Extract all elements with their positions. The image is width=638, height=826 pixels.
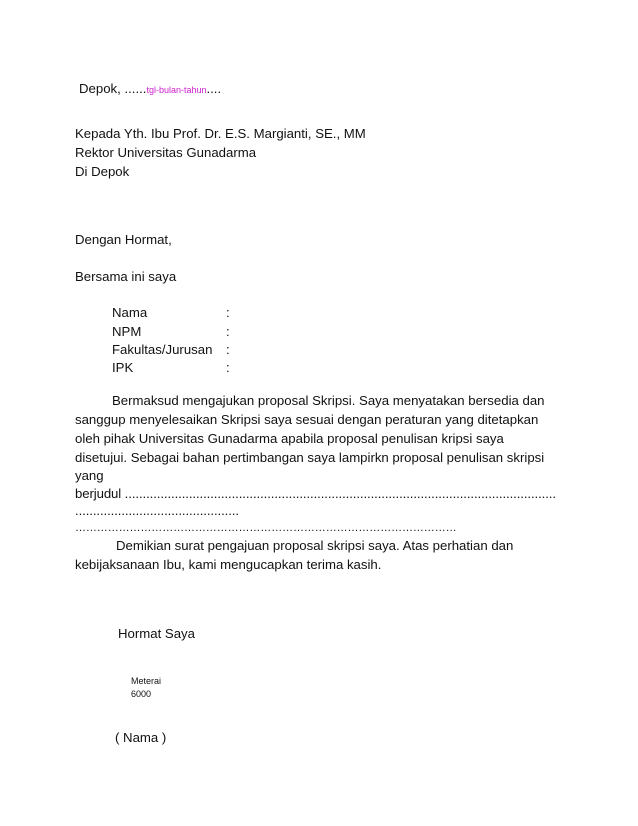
body-line-5: yang: [75, 468, 104, 483]
recipient-name: Kepada Yth. Ibu Prof. Dr. E.S. Margianti, SE., MM: [75, 126, 366, 141]
body-line-2: sanggup menyelesaikan Skripsi saya sesuai dengan peraturan yang ditetapkan: [75, 412, 539, 427]
field-label: NPM: [112, 324, 142, 339]
body-line-6: berjudul .........................................................................................................................: [75, 486, 556, 501]
closing-line-1: Demikian surat pengajuan proposal skripsi saya. Atas perhatian dan: [116, 538, 514, 553]
body-line-8: ……………………………………………………………………………………………: [75, 522, 457, 534]
field-row-npm: [112, 323, 312, 341]
date-place-prefix: Depok, ......: [79, 81, 147, 96]
field-colon: :: [226, 360, 230, 375]
body-line-4: disetujui. Sebagai bahan pertimbangan saya lampirkn proposal penulisan skripsi: [75, 450, 545, 465]
date-place-suffix: ....: [206, 81, 222, 96]
field-row-fakultas: [112, 341, 312, 359]
field-label: Nama: [112, 305, 148, 320]
field-label: IPK: [112, 360, 134, 375]
intro-line: Bersama ini saya: [75, 269, 177, 284]
field-row-ipk: [112, 359, 312, 377]
body-line-1: Bermaksud mengajukan proposal Skripsi. Saya menyatakan bersedia dan: [112, 393, 545, 408]
field-label: Fakultas/Jurusan: [112, 342, 213, 357]
body-line-7: ..............................................: [75, 503, 239, 518]
stamp-value: 6000: [131, 689, 152, 699]
body-line-3: oleh pihak Universitas Gunadarma apabila proposal penulisan kripsi saya: [75, 431, 504, 446]
field-colon: :: [226, 342, 230, 357]
field-row-nama: [112, 304, 312, 322]
closing-line-2: kebijaksanaan Ibu, kami mengucapkan terima kasih.: [75, 557, 382, 572]
greeting: Dengan Hormat,: [75, 232, 172, 247]
recipient-location: Di Depok: [75, 164, 130, 179]
stamp-label: Meterai: [131, 676, 162, 686]
signature-salutation: Hormat Saya: [118, 626, 195, 641]
date-line: [79, 80, 221, 99]
field-colon: :: [226, 305, 230, 320]
date-placeholder: tgl-bulan-tahun: [146, 85, 207, 95]
signature-name-placeholder: ( Nama ): [115, 730, 167, 745]
recipient-title: Rektor Universitas Gunadarma: [75, 145, 257, 160]
field-colon: :: [226, 324, 230, 339]
